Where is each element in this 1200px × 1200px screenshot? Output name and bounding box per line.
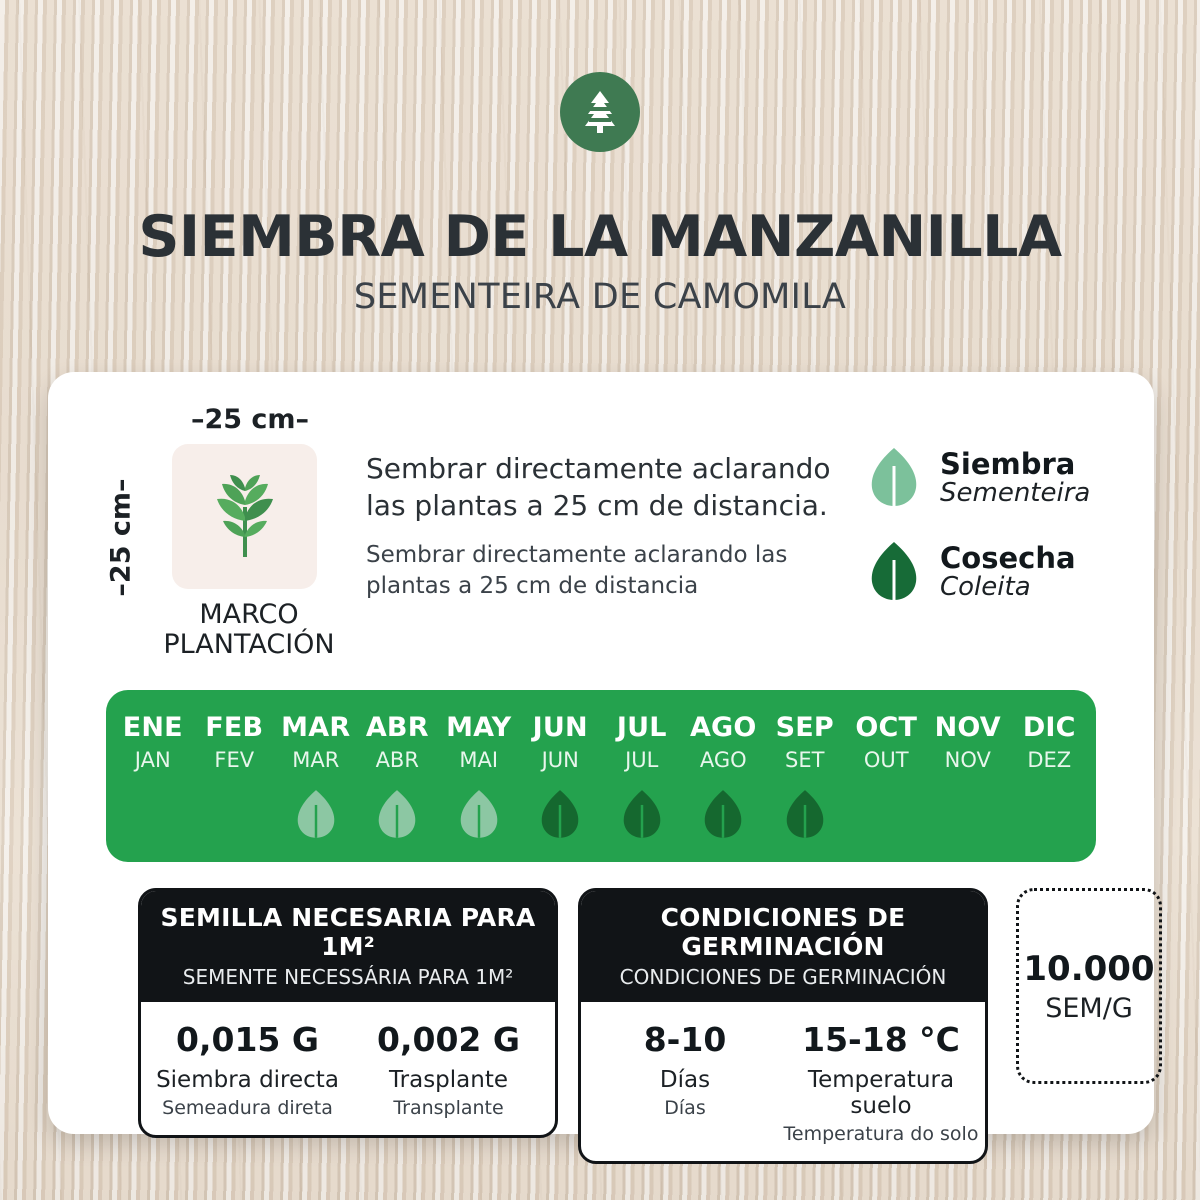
month-label-pt: OUT xyxy=(863,748,909,772)
calendar-month-ene xyxy=(112,690,194,862)
leaf-icon-light xyxy=(456,788,502,844)
month-label-pt: DEZ xyxy=(1027,748,1072,772)
frame-caption xyxy=(110,600,388,660)
calendar-month-nov xyxy=(927,690,1009,862)
calendar-month-dic xyxy=(1009,690,1091,862)
calendar-month-jul xyxy=(601,690,683,862)
seed-transplant-label: Trasplante xyxy=(388,1067,509,1093)
month-label-pt: FEV xyxy=(214,748,255,772)
chamomile-plant-icon xyxy=(191,461,299,573)
leaf-icon-light xyxy=(866,446,922,512)
description-primary: Sembrar directamente aclarando las plantas a 25 cm de distancia. xyxy=(366,452,831,523)
calendar-month-abr xyxy=(357,690,439,862)
germination-panel-body xyxy=(581,1002,985,1161)
leaf-icon-light xyxy=(293,788,339,844)
seed-panel-title: SEMILLA NECESARIA PARA 1M² xyxy=(160,903,536,961)
month-label-pt: ABR xyxy=(375,748,419,772)
calendar-month-may xyxy=(438,690,520,862)
month-label-es: OCT xyxy=(855,712,918,743)
planting-calendar xyxy=(106,690,1096,862)
legend-item-harvest xyxy=(866,540,1116,606)
calendar-month-mar xyxy=(275,690,357,862)
month-label-pt: JAN xyxy=(134,748,171,772)
seeds-per-gram-value: 10.000 xyxy=(1023,948,1155,989)
calendar-month-ago xyxy=(683,690,765,862)
seed-transplant-value: 0,002 G xyxy=(377,1020,520,1059)
legend-item-sowing xyxy=(866,446,1116,512)
card-top-section xyxy=(48,372,1154,672)
pine-tree-icon xyxy=(579,89,621,135)
leaf-icon-light xyxy=(374,788,420,844)
germination-panel-title: CONDICIONES DE GERMINACIÓN xyxy=(660,903,906,961)
germination-cell-temp xyxy=(783,1020,979,1145)
germination-panel-header xyxy=(581,891,985,1002)
germination-days-label: Días xyxy=(659,1067,711,1093)
germination-conditions-panel xyxy=(578,888,988,1164)
calendar-month-feb xyxy=(194,690,276,862)
leaf-icon-dark xyxy=(866,540,922,606)
month-label-es: AGO xyxy=(689,712,757,743)
seed-panel-subtitle: SEMENTE NECESSÁRIA PARA 1M² xyxy=(182,965,514,989)
month-label-pt: MAI xyxy=(459,748,499,772)
germination-days-sub: Días xyxy=(664,1097,706,1119)
month-label-pt: SET xyxy=(785,748,825,772)
legend-harvest-label-pt: Coleita xyxy=(940,572,1031,603)
description-secondary: Sembrar directamente aclarando las plantas a 25 cm de distancia xyxy=(366,542,788,600)
legend-sowing-text xyxy=(940,446,1091,509)
month-label-es: ENE xyxy=(122,712,183,743)
germination-cell-days xyxy=(587,1020,783,1145)
month-label-es: SEP xyxy=(775,712,834,743)
month-label-es: JUN xyxy=(532,712,588,743)
month-label-es: MAY xyxy=(446,712,512,743)
leaf-icon-dark xyxy=(619,788,665,844)
seed-requirement-panel xyxy=(138,888,558,1138)
germination-temp-sub: Temperatura do solo xyxy=(783,1123,979,1145)
month-label-es: ABR xyxy=(365,712,429,743)
plant-illustration-box xyxy=(172,444,317,589)
frame-height-label: –25 cm– xyxy=(105,478,137,597)
seed-cell-transplant xyxy=(348,1020,549,1119)
page-title: SIEMBRA DE LA MANZANILLA xyxy=(138,204,1062,270)
description-block xyxy=(366,450,866,602)
month-label-es: FEB xyxy=(205,712,264,743)
calendar-month-sep xyxy=(764,690,846,862)
seed-direct-label: Siembra directa xyxy=(156,1067,339,1093)
legend-sowing-label-pt: Sementeira xyxy=(940,478,1091,509)
seed-panel-header xyxy=(141,891,555,1002)
calendar-month-jun xyxy=(520,690,602,862)
germination-days-value: 8-10 xyxy=(643,1020,727,1059)
frame-width-label: –25 cm– xyxy=(190,404,310,435)
germination-temp-label: Temperatura suelo xyxy=(807,1067,955,1119)
germination-temp-value: 15-18 °C xyxy=(802,1020,960,1059)
frame-caption-line2: PLANTACIÓN xyxy=(163,629,335,661)
month-label-es: NOV xyxy=(934,712,1001,743)
legend xyxy=(866,446,1116,634)
brand-logo-badge xyxy=(560,72,640,152)
month-label-pt: JUL xyxy=(625,748,659,772)
month-label-pt: MAR xyxy=(292,748,340,772)
seeds-per-gram-label: SEM/G xyxy=(1045,992,1133,1024)
month-label-pt: NOV xyxy=(944,748,991,772)
leaf-icon-dark xyxy=(537,788,583,844)
legend-harvest-text xyxy=(940,540,1076,603)
legend-harvest-label-es: Cosecha xyxy=(940,540,1076,575)
month-label-pt: JUN xyxy=(541,748,579,772)
leaf-icon-dark xyxy=(782,788,828,844)
info-card xyxy=(48,372,1155,1145)
seed-panel-body xyxy=(141,1002,555,1135)
page-subtitle: SEMENTEIRA DE CAMOMILA xyxy=(353,277,847,317)
month-label-pt: AGO xyxy=(699,748,747,772)
germination-panel-subtitle: CONDICIONES DE GERMINACIÓN xyxy=(619,965,947,989)
frame-caption-line1: MARCO xyxy=(199,599,299,630)
calendar-month-oct xyxy=(846,690,928,862)
seed-transplant-sub: Transplante xyxy=(393,1097,504,1119)
legend-sowing-label-es: Siembra xyxy=(940,446,1076,481)
month-label-es: MAR xyxy=(281,712,351,743)
leaf-icon-dark xyxy=(700,788,746,844)
seed-direct-value: 0,015 G xyxy=(176,1020,319,1059)
month-label-es: JUL xyxy=(616,712,667,743)
month-label-es: DIC xyxy=(1022,712,1076,743)
seed-cell-direct xyxy=(147,1020,348,1119)
seeds-per-gram-badge xyxy=(1016,888,1162,1084)
seed-direct-sub: Semeadura direta xyxy=(162,1097,333,1119)
